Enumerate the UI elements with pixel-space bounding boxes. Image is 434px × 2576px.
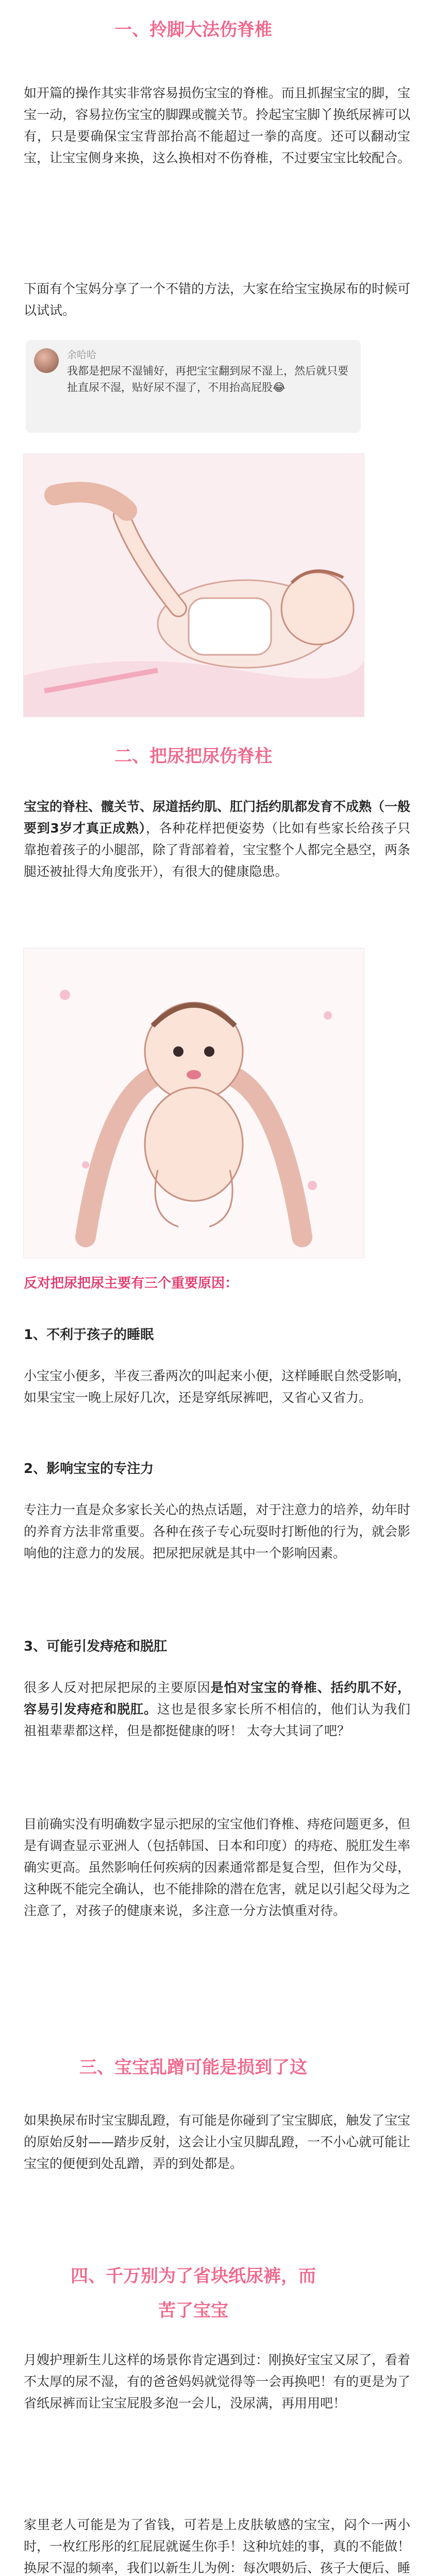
paragraph-part: 这也是很多家长所不相信的，他们认为我们祖祖辈辈都这样，但是都挺健康的呀！ 太夸大其词了吧？ bbox=[24, 1702, 410, 1738]
reason-title: 1、不利于孩子的睡眠 bbox=[24, 1327, 154, 1343]
paragraph: 下面有个宝妈分享了一个不错的方法，大家在给宝宝换尿布的时候可以试试。 bbox=[24, 281, 411, 318]
section-kicking bbox=[0, 2053, 387, 2078]
section-title-line-2: 苦了宝宝 bbox=[158, 2296, 228, 2321]
paragraph: 家里老人可能是为了省钱，可若是上皮肤敏感的宝宝，闷个一两小时，一枚红彤彤的红屁屁就诞生你手！这种坑娃的事，真的不能做！换尿不湿的频率，我们以新生儿为例：每次喂奶后、孩子大便后、睡 bbox=[24, 2517, 411, 2575]
reason-title: 3、可能引发痔疮和脱肛 bbox=[24, 1639, 168, 1654]
section-title: 二、把尿把尿伤脊柱 bbox=[114, 742, 272, 767]
paragraph: 专注力一直是众多家长关心的热点话题，对于注意力的培养，幼年时的养育方法非常重要。各种在孩子专心玩耍时打断他的行为，就会影响他的注意力的发展。把尿把尿就是其中一个影响因素。 bbox=[24, 1502, 411, 1561]
section-lift-feet bbox=[0, 15, 387, 41]
reasons-intro-wrap bbox=[0, 1273, 387, 1292]
diaper-change-illustration bbox=[23, 453, 364, 717]
paragraph: 小宝宝小便多，半夜三番两次的叫起来小便，这样睡眠自然受影响，如果宝宝一晚上尿好几次，还是穿纸尿裤吧，又省心又省力。 bbox=[24, 1368, 411, 1405]
section-heading bbox=[0, 2296, 387, 2321]
paragraph: 月嫂护理新生儿这样的场景你肯定遇到过：刚换好宝宝又尿了，看着不太厚的尿不湿，有的爸爸妈妈就觉得等一会再换吧！有的更是为了省纸尿裤而让宝宝屁股多泡一会儿，没尿满，再用用吧！ bbox=[24, 2352, 411, 2411]
comment-username: 余哈哈 bbox=[67, 349, 97, 361]
reason-title: 2、影响宝宝的专注力 bbox=[24, 1461, 154, 1477]
user-comment-card bbox=[26, 340, 361, 433]
section-heading bbox=[0, 15, 387, 41]
section-heading bbox=[0, 742, 387, 767]
section-hold-to-pee bbox=[0, 742, 387, 767]
section-title: 一、拎脚大法伤脊椎 bbox=[114, 15, 272, 41]
paragraph: 如开篇的操作其实非常容易损伤宝宝的脊椎。而且抓握宝宝的脚，宝宝一动，容易拉伤宝宝的脚踝或髋关节。拎起宝宝脚丫换纸尿裤可以有，只是要确保宝宝背部抬高不能超过一拳的高度。还可以翻动宝宝，让宝宝侧身来换，这么换相对不伤脊椎，不过要宝宝比较配合。 bbox=[24, 86, 411, 165]
avatar bbox=[34, 348, 59, 373]
paragraph bbox=[0, 796, 434, 883]
comment-text: 我都是把尿不湿铺好，再把宝宝翻到尿不湿上，然后就只要扯直尿不湿，贴好尿不湿了，不用抬高屁股😂 bbox=[67, 365, 348, 394]
paragraph: 目前确实没有明确数字显示把尿的宝宝他们脊椎、痔疮问题更多，但是有调查显示亚洲人（包括韩国、日本和印度）的痔疮、脱肛发生率确实更高。虽然影响任何疾病的因素通常都是复合型，但作为父母，这种既不能完全确认，也不能排除的潜在危害，就足以引起父母为之注意了，对孩子的健康来说，多注意一分方法慎重对待。 bbox=[24, 1817, 411, 1918]
section-title: 三、宝宝乱蹭可能是损到了这 bbox=[79, 2053, 307, 2078]
emphasis-text: 宝宝的脊柱、髋关节、尿道括约肌、肛门括约肌都发育不成熟（一般要到3岁才真正成熟） bbox=[24, 799, 411, 836]
paragraph-part: 很多人反对把尿把尿的主要原因 bbox=[24, 1680, 211, 1695]
paragraph bbox=[0, 1677, 434, 1742]
section-heading bbox=[0, 2053, 387, 2078]
section-title-line-1: 四、千万别为了省块纸尿裤，而 bbox=[71, 2262, 316, 2287]
emphasis-text: 是怕对宝宝的脊椎、括约肌不好，容易引发痔疮和脱肛。 bbox=[24, 1680, 410, 1717]
section-save-diaper bbox=[0, 2262, 387, 2321]
paragraph-rest: ，各种花样把便姿势（比如有些家长给孩子只靠抱着孩子的小腿部，除了背部着着，宝宝整个人都完全悬空，两条腿还被扯得大角度张开），有很大的健康隐患。 bbox=[24, 821, 411, 879]
paragraph: 如果换尿布时宝宝脚乱蹬，有可能是你碰到了宝宝脚底，触发了宝宝的原始反射——踏步反射，这会让小宝贝脚乱蹬，一不小心就可能让宝宝的便便到处乱蹭，弄的到处都是。 bbox=[24, 2113, 411, 2171]
section-heading bbox=[0, 2262, 387, 2287]
reasons-intro: 反对把尿把尿主要有三个重要原因： bbox=[24, 1276, 239, 1291]
baby-held-illustration bbox=[23, 948, 364, 1258]
